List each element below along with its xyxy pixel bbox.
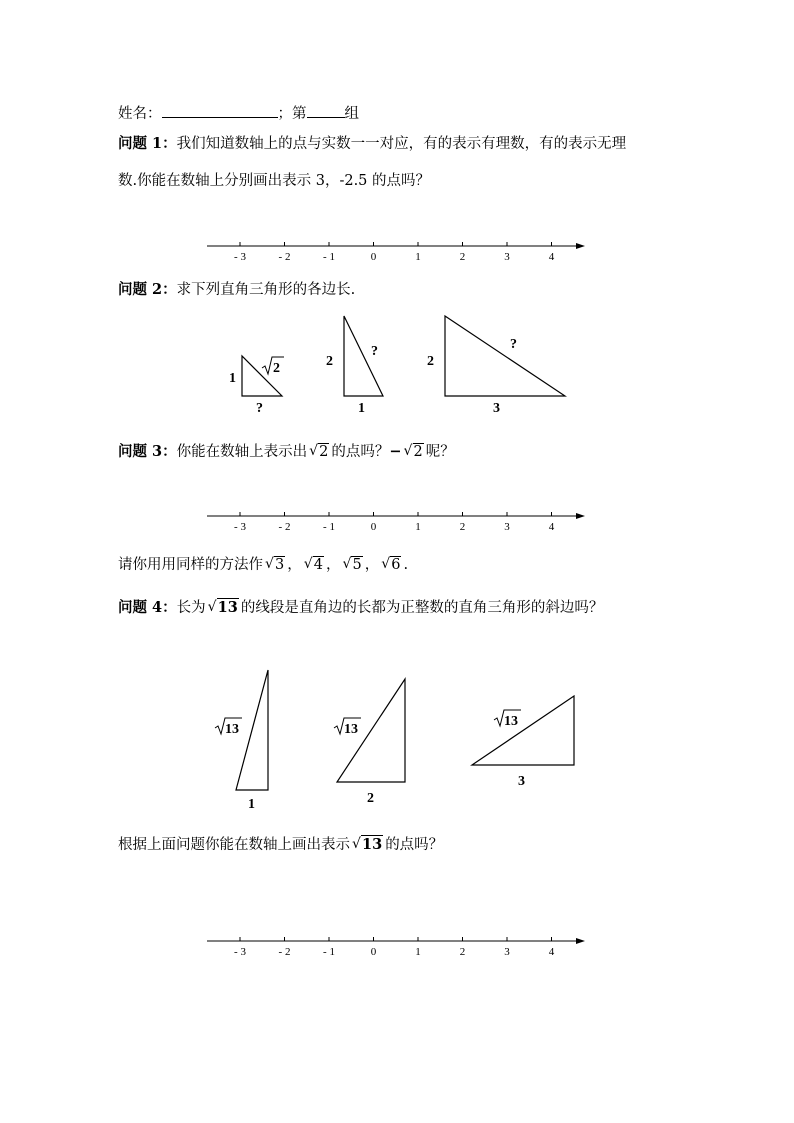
- axis-tick-label: 0: [370, 251, 377, 263]
- axis-ticks: [234, 937, 555, 958]
- q4-post: 的线段是直角边的长都为正整数的直角三角形的斜边吗？: [240, 600, 604, 616]
- q1-text1: 我们知道数轴上的点与实数一一对应，有的表示有理数，有的表示无理: [176, 136, 627, 152]
- q2-label: 问题 2：: [118, 281, 177, 298]
- tri2-base-label: 1: [358, 401, 365, 416]
- group-label-post: 组: [344, 106, 359, 122]
- group-label-pre: ；第: [277, 106, 307, 122]
- name-label: 姓名：: [118, 106, 162, 122]
- tri2-leg-label: 2: [326, 354, 333, 369]
- q2-text: 求下列直角三角形的各边长.: [176, 282, 356, 298]
- q3-root2: √ 2: [403, 443, 423, 460]
- separator: ，: [287, 557, 302, 573]
- q4-tri1-base-label: 1: [248, 797, 255, 812]
- q4-tri2-base-label: 2: [367, 791, 374, 806]
- axis-tick-label: 3: [504, 521, 510, 533]
- axis-tick-label: 0: [370, 946, 377, 958]
- q3-follow-pre: 请你用用同样的方法作: [118, 557, 263, 573]
- axis-tick-label: - 3: [234, 946, 246, 958]
- q4-tri3-hyp-label: 13: [504, 714, 518, 729]
- q4-pre: 长为: [176, 600, 206, 616]
- q3-neg: −: [389, 443, 402, 460]
- q5-post: 的点吗？: [385, 837, 444, 853]
- tri1-base-label: ?: [256, 401, 263, 416]
- root-3: √ 3: [265, 556, 285, 573]
- tri3-base-label: 3: [493, 401, 500, 416]
- tri3-hyp-label: ?: [510, 337, 517, 352]
- axis-tick-label: - 2: [278, 251, 291, 263]
- axis-tick-label: 1: [415, 946, 421, 958]
- axis-tick-label: 2: [459, 251, 466, 263]
- q1-text2: 数.你能在数轴上分别画出表示 3，-2.5 的点吗？: [118, 173, 431, 189]
- axis-tick-label: 2: [459, 946, 466, 958]
- axis-tick-label: 1: [415, 251, 421, 263]
- axis-tick-label: - 2: [278, 946, 291, 958]
- q4-root: √ 13: [207, 599, 238, 616]
- q3-root1: √ 2: [309, 443, 329, 460]
- axis-tick-label: - 2: [278, 521, 291, 533]
- q4-label: 问题 4：: [118, 599, 177, 616]
- root-4: √ 4: [303, 556, 323, 573]
- axis-tick-label: 3: [504, 251, 510, 263]
- q3-post: 呢？: [425, 444, 455, 460]
- radical-icon: √: [352, 836, 361, 852]
- q3-mid: 的点吗？: [331, 444, 390, 460]
- tri2-hyp-label: ?: [371, 344, 378, 359]
- axis-tick-label: 3: [504, 946, 510, 958]
- q1-label: 问题 1：: [118, 135, 177, 152]
- q4-tri1-hyp-label: 13: [225, 722, 239, 737]
- radical-icon: √: [303, 556, 313, 572]
- q3-label: 问题 3：: [118, 443, 177, 460]
- axis-tick-label: 2: [459, 521, 466, 533]
- axis-tick-label: 0: [370, 521, 377, 533]
- q5-pre: 根据上面问题你能在数轴上画出表示: [118, 837, 350, 853]
- q4-tri3-base-label: 3: [518, 774, 525, 789]
- radical-icon: √: [309, 443, 319, 459]
- axis-tick-label: - 1: [323, 946, 335, 958]
- separator: ，: [364, 557, 380, 573]
- radical-icon: √: [381, 556, 391, 572]
- radical-icon: √: [342, 556, 352, 572]
- root-6: √ 6: [381, 556, 401, 573]
- axis-arrow-icon: [576, 938, 585, 944]
- tri1-hyp-label: 2: [273, 361, 280, 376]
- axis-tick-label: 4: [548, 251, 555, 263]
- axis-tick-label: - 3: [234, 251, 246, 263]
- separator: ，: [325, 557, 341, 573]
- axis-tick-label: - 1: [323, 521, 335, 533]
- axis-tick-label: - 3: [234, 521, 246, 533]
- axis-tick-label: 4: [548, 521, 555, 533]
- radical-icon: √: [265, 556, 274, 572]
- radical-icon: √: [403, 443, 413, 459]
- axis-tick-label: 4: [548, 946, 555, 958]
- axis-tick-label: - 1: [323, 251, 335, 263]
- axis-tick-label: 1: [415, 521, 421, 533]
- period: .: [403, 557, 409, 573]
- tri1-leg-label: 1: [229, 371, 236, 386]
- q3-pre: 你能在数轴上表示出: [176, 444, 308, 460]
- q4-tri2-hyp-label: 13: [344, 722, 358, 737]
- q5-root: √ 13: [352, 836, 383, 853]
- radical-icon: √: [207, 599, 217, 615]
- tri3-leg-label: 2: [427, 354, 434, 369]
- root-5: √ 5: [342, 556, 362, 573]
